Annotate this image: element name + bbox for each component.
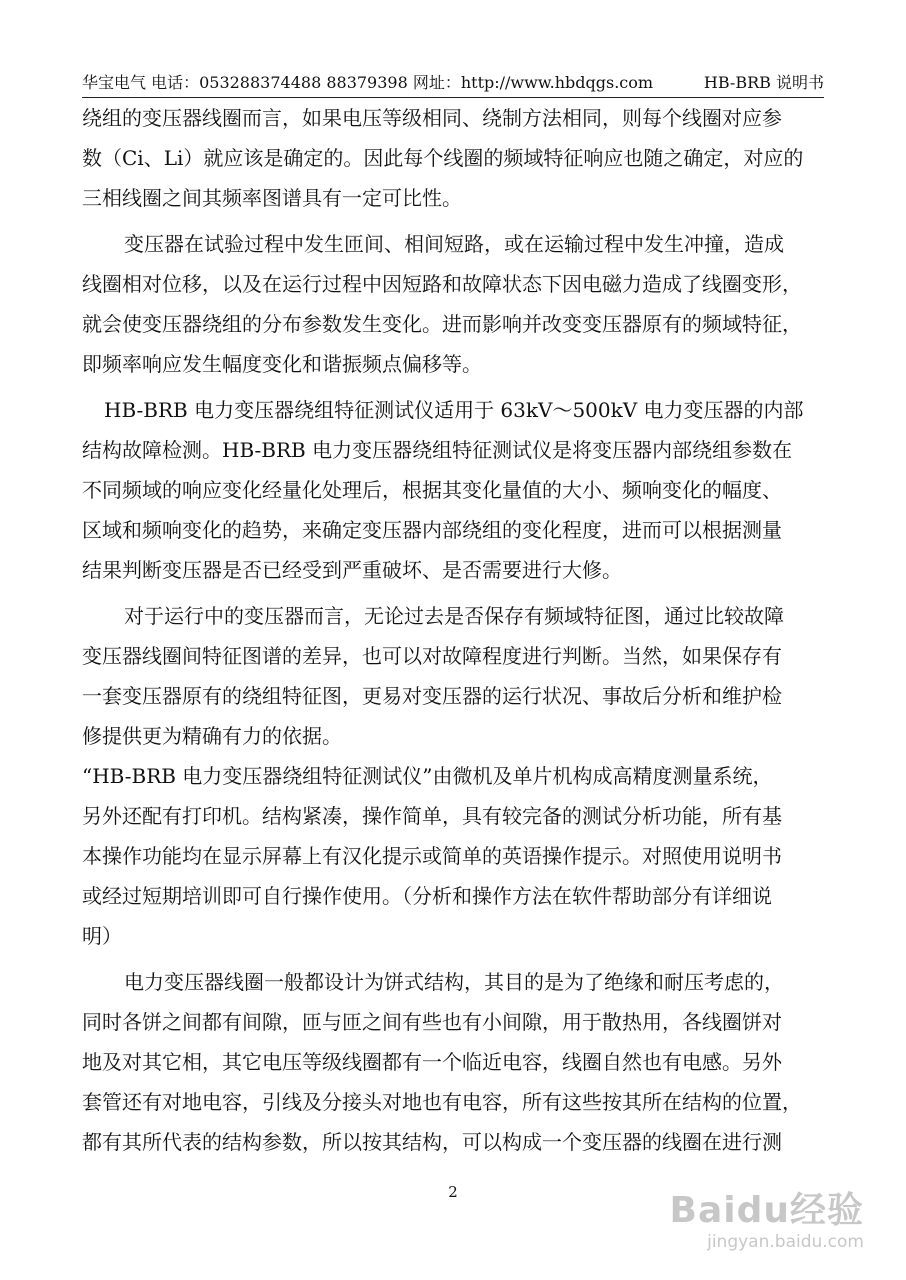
watermark-url: jingyan.baidu.com	[707, 1232, 864, 1252]
text-line: 变压器线圈间特征图谱的差异，也可以对故障程度进行判断。当然，如果保存有	[82, 644, 782, 668]
text-line: 绕组的变压器线圈而言，如果电压等级相同、绕制方法相同，则每个线圈对应参	[82, 106, 782, 130]
paragraph	[82, 962, 824, 1162]
text-line: 都有其所代表的结构参数，所以按其结构，可以构成一个变压器的线圈在进行测	[82, 1130, 782, 1154]
header-doc-title: HB-BRB 说明书	[703, 73, 824, 92]
text-line: 即频率响应发生幅度变化和谐振频点偏移等。	[82, 352, 482, 376]
text-line: 数（Ci、Li）就应该是确定的。因此每个线圈的频域特征响应也随之确定，对应的	[82, 146, 804, 170]
baidu-jingyan-watermark	[648, 1182, 868, 1262]
header-company-contact: 华宝电气 电话：053288374488 88379398 网址：http://www.hbdqgs.com	[82, 73, 654, 92]
document-body	[82, 98, 824, 1162]
watermark-logo: Baidu经验	[669, 1190, 864, 1231]
paragraph	[82, 224, 824, 384]
text-line: 明）	[82, 924, 122, 948]
text-line: 修提供更为精确有力的依据。	[82, 724, 342, 748]
text-line: 电力变压器线圈一般都设计为饼式结构，其目的是为了绝缘和耐压考虑的，	[124, 970, 784, 994]
text-line: 变压器在试验过程中发生匝间、相间短路，或在运输过程中发生冲撞，造成	[124, 232, 784, 256]
text-line: 另外还配有打印机。结构紧凑，操作简单，具有较完备的测试分析功能，所有基	[82, 804, 782, 828]
text-line: 本操作功能均在显示屏幕上有汉化提示或简单的英语操作提示。对照使用说明书	[82, 844, 782, 868]
paragraph	[82, 390, 824, 590]
text-line: 就会使变压器绕组的分布参数发生变化。进而影响并改变变压器原有的频域特征，	[82, 312, 802, 336]
page-number: 2	[448, 1183, 458, 1201]
paragraph	[82, 756, 824, 956]
text-line: HB-BRB 电力变压器绕组特征测试仪适用于 63kV～500kV 电力变压器的内部	[104, 398, 804, 422]
text-line: 地及对其它相，其它电压等级线圈都有一个临近电容，线圈自然也有电感。另外	[82, 1050, 782, 1074]
text-line: 一套变压器原有的绕组特征图，更易对变压器的运行状况、事故后分析和维护检	[82, 684, 782, 708]
text-line: 同时各饼之间都有间隙，匝与匝之间有些也有小间隙，用于散热用，各线圈饼对	[82, 1010, 782, 1034]
text-line: 线圈相对位移，以及在运行过程中因短路和故障状态下因电磁力造成了线圈变形，	[82, 272, 802, 296]
text-line: 不同频域的响应变化经量化处理后，根据其变化量值的大小、频响变化的幅度、	[82, 478, 782, 502]
page-header	[82, 71, 824, 98]
text-line: 套管还有对地电容，引线及分接头对地也有电容，所有这些按其所在结构的位置，	[82, 1090, 802, 1114]
text-line: “HB-BRB 电力变压器绕组特征测试仪”由微机及单片机构成高精度测量系统，	[82, 764, 773, 788]
text-line: 对于运行中的变压器而言，无论过去是否保存有频域特征图，通过比较故障	[124, 604, 784, 628]
text-line: 结构故障检测。HB-BRB 电力变压器绕组特征测试仪是将变压器内部绕组参数在	[82, 438, 793, 462]
paragraph	[82, 98, 824, 218]
text-line: 或经过短期培训即可自行操作使用。（分析和操作方法在软件帮助部分有详细说	[82, 884, 772, 908]
text-line: 结果判断变压器是否已经受到严重破坏、是否需要进行大修。	[82, 558, 622, 582]
text-line: 三相线圈之间其频率图谱具有一定可比性。	[82, 186, 462, 210]
paragraph	[82, 596, 824, 756]
text-line: 区域和频响变化的趋势，来确定变压器内部绕组的变化程度，进而可以根据测量	[82, 518, 782, 542]
